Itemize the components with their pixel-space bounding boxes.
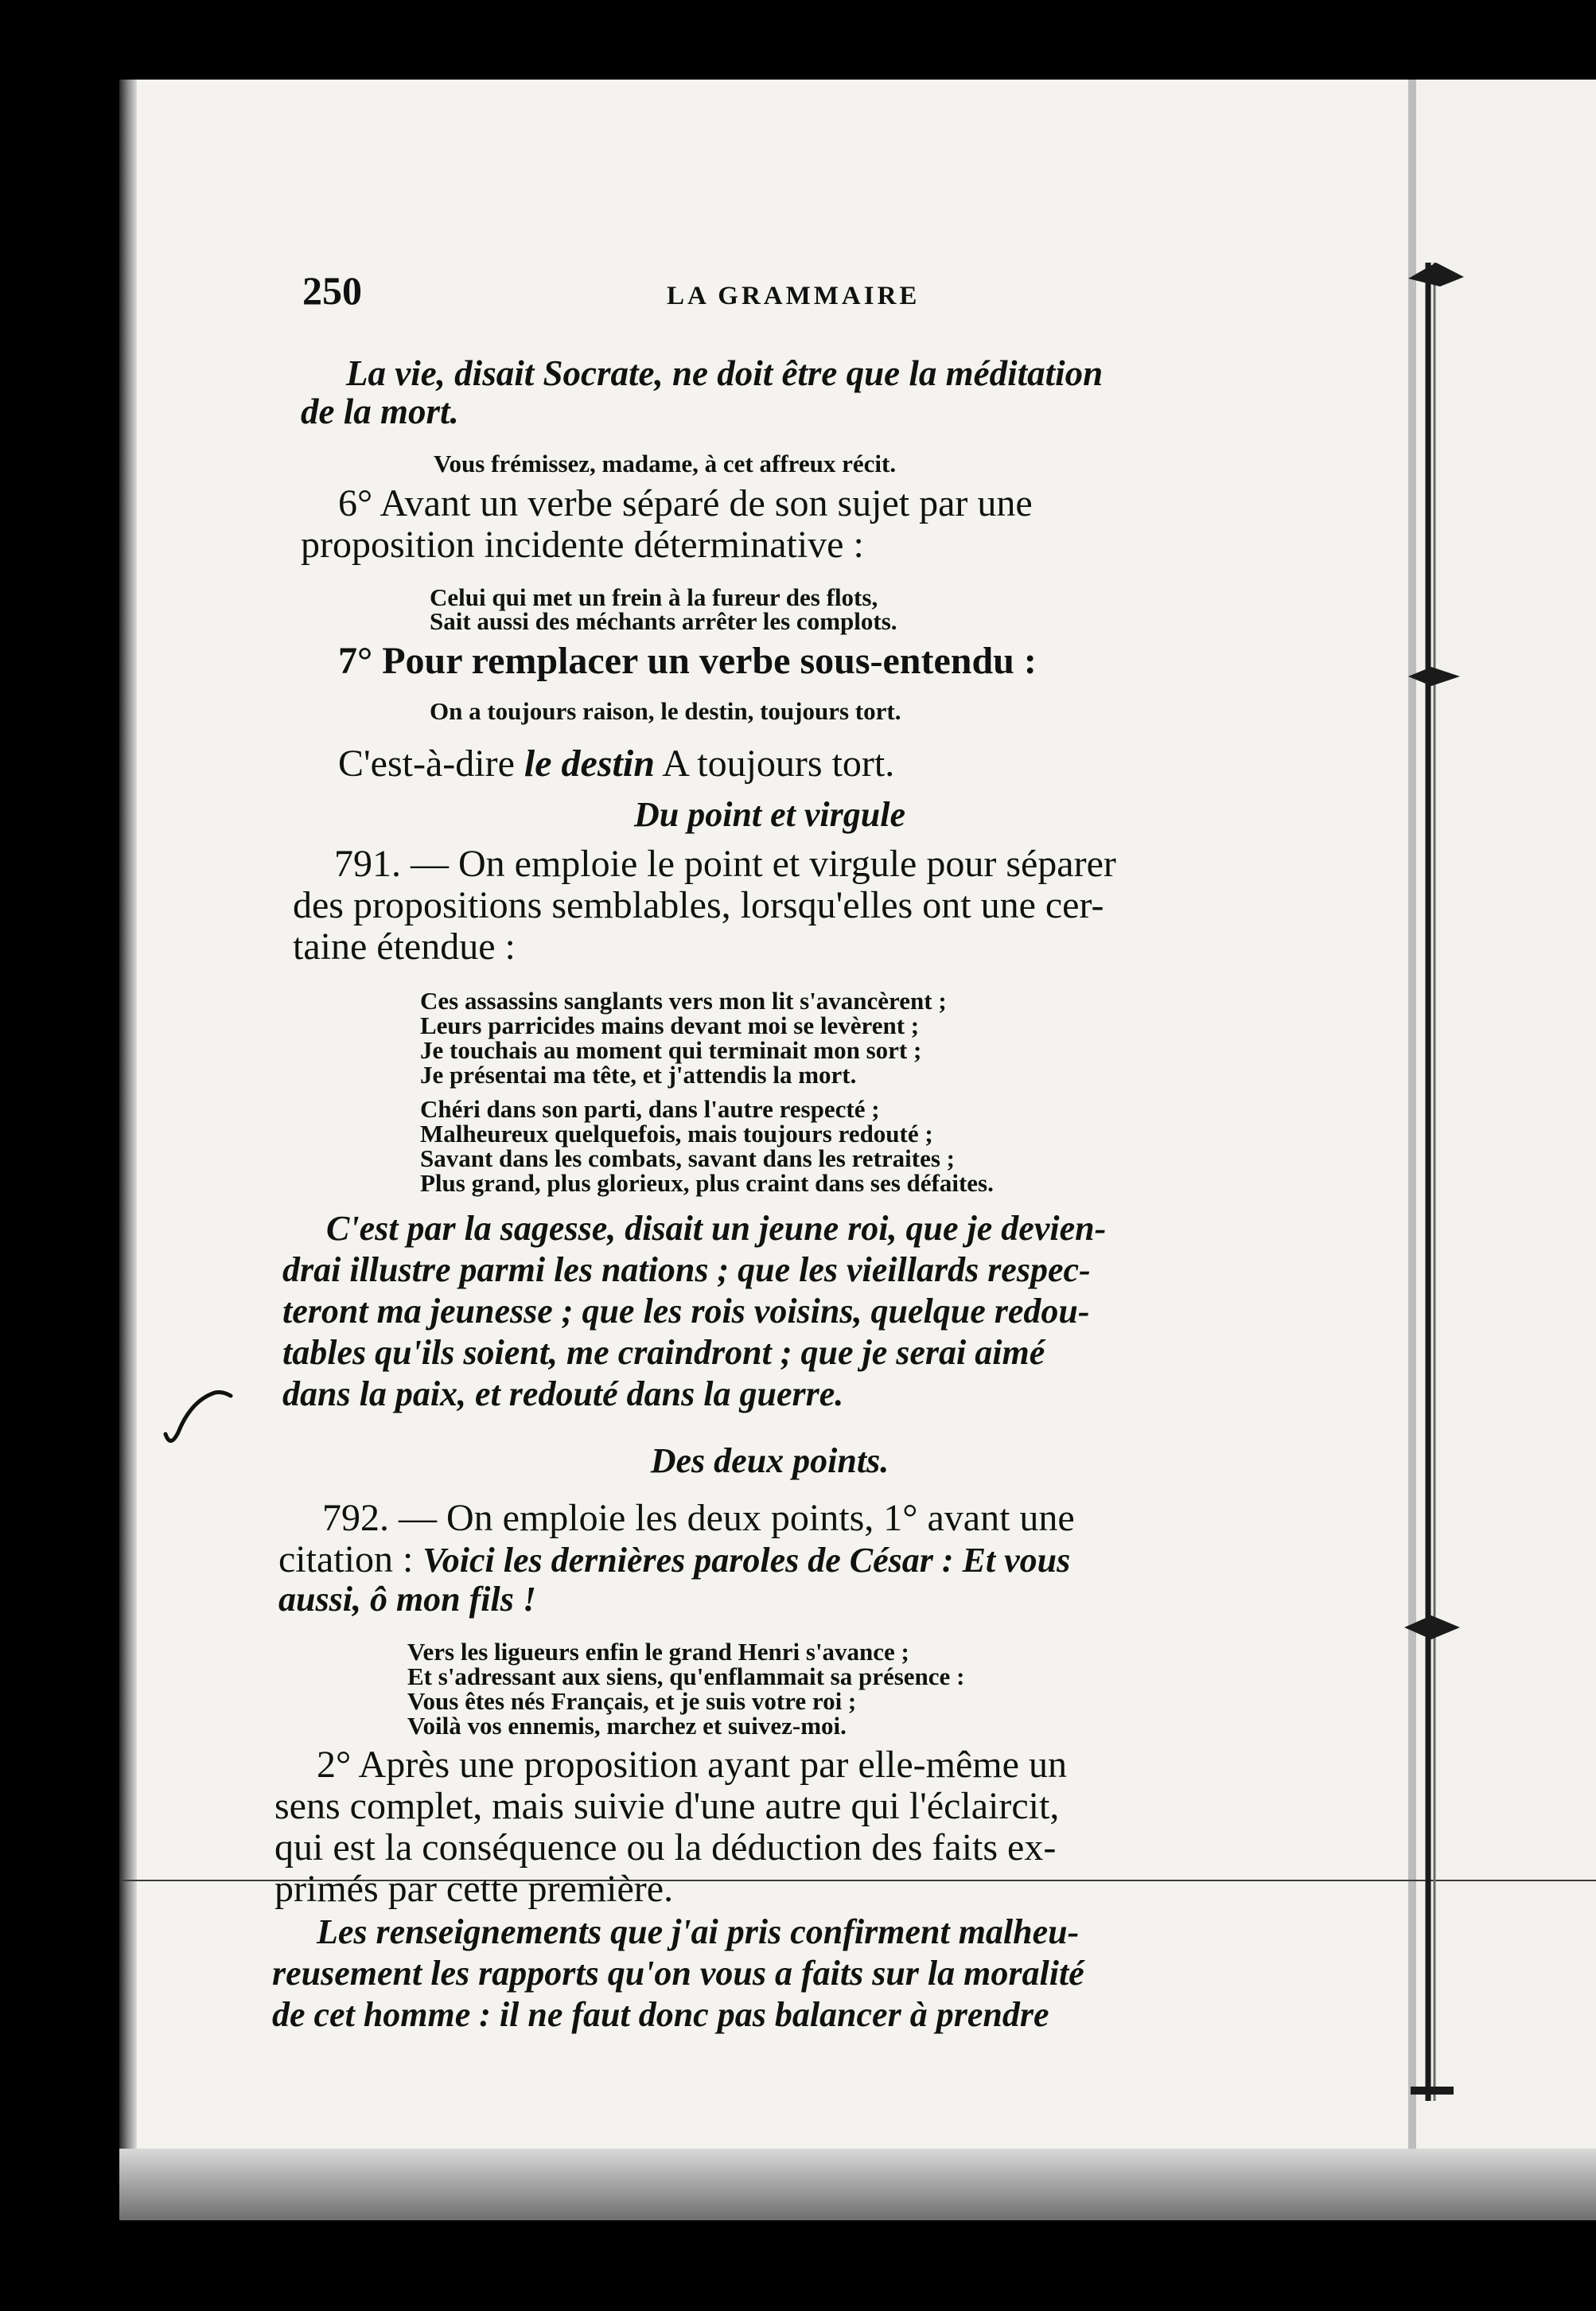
body-line: sens complet, mais suivie d'une autre qui l'éclaircit, [274, 1785, 1060, 1827]
quote-line: dans la paix, et redouté dans la guerre. [282, 1374, 844, 1413]
example-line: Malheureux quelquefois, mais toujours redouté ; [420, 1120, 933, 1148]
section-heading: Du point et virgule [633, 795, 906, 834]
quote-line: drai illustre parmi les nations ; que les vieillards respec- [282, 1250, 1091, 1289]
binding-thread [1404, 263, 1468, 2109]
body-line: taine étendue : [293, 926, 516, 968]
example-line: On a toujours raison, le destin, toujours tort. [430, 697, 901, 725]
text-run: le destin [524, 742, 655, 785]
example-line: Ces assassins sanglants vers mon lit s'avancèrent ; [420, 987, 947, 1015]
page-number: 250 [302, 268, 362, 313]
page-header [302, 267, 1337, 315]
quote-line: aussi, ô mon fils ! [278, 1580, 536, 1619]
body-line: proposition incidente déterminative : [301, 524, 864, 566]
body-line [278, 1537, 1070, 1581]
example-line: Je touchais au moment qui terminait mon sort ; [420, 1036, 922, 1064]
body-line: 792. — On emploie les deux points, 1° avant une [322, 1497, 1075, 1539]
quote-line: de cet homme : il ne faut donc pas balancer à prendre [272, 1995, 1049, 2034]
example-line: Savant dans les combats, savant dans les retraites ; [420, 1144, 955, 1172]
body-line: 6° Avant un verbe séparé de son sujet par une [338, 482, 1033, 524]
body-line: 791. — On emploie le point et virgule pour séparer [334, 843, 1116, 885]
example-line: Vers les ligueurs enfin le grand Henri s'avance ; [407, 1638, 909, 1666]
quote-line: de la mort. [301, 392, 459, 431]
handwritten-checkmark [159, 1385, 247, 1456]
text-run: C'est-à-dire [338, 742, 524, 785]
text-run: Voici les dernières paroles de César : Et vous [422, 1541, 1071, 1580]
body-line: 7° Pour remplacer un verbe sous-entendu : [338, 640, 1037, 682]
body-line: 2° Après une proposition ayant par elle-même un [317, 1744, 1067, 1786]
example-line: Vous frémissez, madame, à cet affreux récit. [434, 450, 897, 477]
example-line: Sait aussi des méchants arrêter les complots. [430, 607, 897, 635]
section-heading: Des deux points. [650, 1441, 889, 1480]
quote-line: C'est par la sagesse, disait un jeune roi, que je devien- [326, 1209, 1107, 1248]
body-line: qui est la conséquence ou la déduction des faits ex- [274, 1826, 1057, 1869]
running-head: LA GRAMMAIRE [667, 282, 921, 310]
example-line: Voilà vos ennemis, marchez et suivez-moi. [407, 1712, 847, 1740]
example-line: Vous êtes nés Français, et je suis votre roi ; [407, 1687, 857, 1715]
text-run: A toujours tort. [654, 742, 895, 785]
body-line: primés par cette première. [274, 1868, 674, 1910]
body-line: des propositions semblables, lorsqu'elles ont une cer- [293, 884, 1104, 926]
page-edge-shadow [119, 80, 137, 2220]
example-line: Celui qui met un frein à la fureur des flots, [430, 583, 878, 611]
example-line: Je présentai ma tête, et j'attendis la mort. [420, 1061, 857, 1089]
example-line: Et s'adressant aux siens, qu'enflammait sa présence : [407, 1662, 965, 1690]
quote-line: teront ma jeunesse ; que les rois voisins, quelque redou- [282, 1292, 1090, 1331]
body-line [338, 742, 894, 785]
quote-line: reusement les rapports qu'on vous a faits sur la moralité [272, 1954, 1084, 1993]
quote-line: tables qu'ils soient, me craindront ; que je serai aimé [282, 1333, 1045, 1372]
example-line: Plus grand, plus glorieux, plus craint dans ses défaites. [420, 1169, 994, 1197]
bottom-shadow [119, 2149, 1596, 2220]
quote-line: Les renseignements que j'ai pris confirment malheu- [317, 1912, 1080, 1951]
text-run: citation : [278, 1538, 423, 1580]
example-line: Leurs parricides mains devant moi se levèrent ; [420, 1011, 920, 1039]
quote-line: La vie, disait Socrate, ne doit être que la méditation [346, 353, 1104, 393]
example-line: Chéri dans son parti, dans l'autre respecté ; [420, 1095, 880, 1123]
